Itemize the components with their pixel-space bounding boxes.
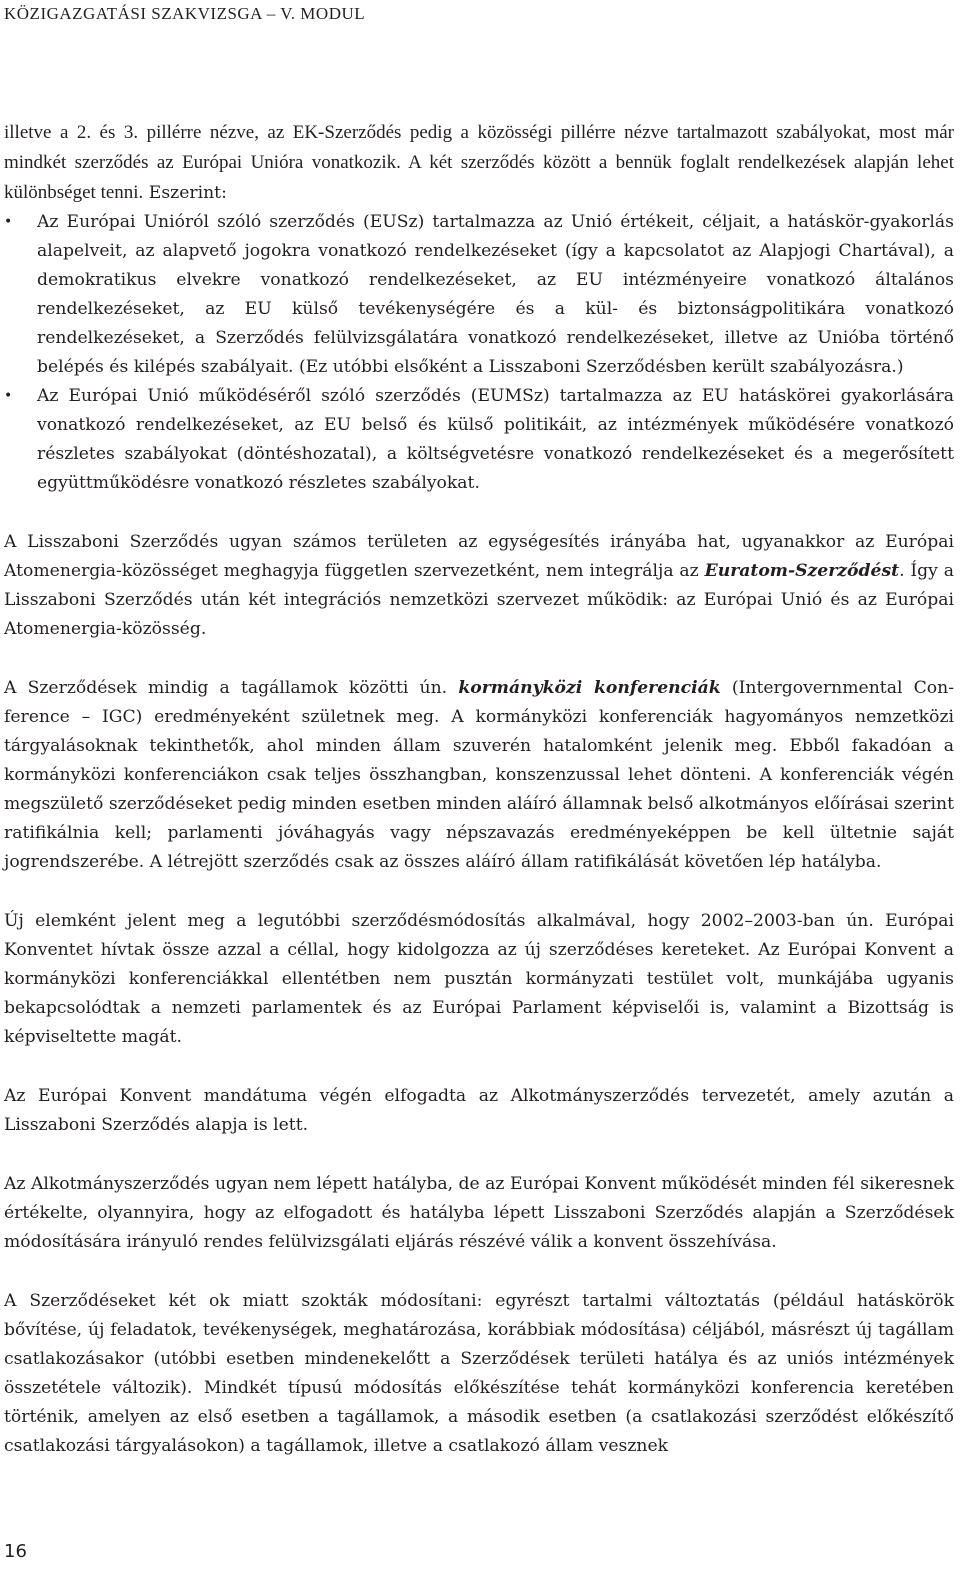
paragraph-text: A Lisszaboni Szerződés ugyan számos területen az egységesítés irányába hat, ugyanakkor az Európai Atomenergia-közösséget meghagyja független szervezetként, nem integrálja az [4, 532, 954, 581]
running-header: KÖZIGAZGATÁSI SZAKVIZSGA – V. MODUL [4, 4, 366, 23]
paragraph-text: (Intergovernmental Conference – IGC) eredményeként születnek meg. A kormányközi konferenciák hagyományos nemzetközi tárgyalásoknak tekinthetők, ahol minden állam szuverén hatalomként jelenik meg. Ebből fakadóan a kormányközi konferenciákon csak teljes összhangban, konszenzussal lehet dönteni. A konferenciák végén megszülető szerződéseket pedig minden esetben minden aláíró államnak belső alkotmányos előírásai szerint ratifikálnia kell; parlamenti jóváhagyás vagy népszavazás eredményeképpen be kell ültetnie saját jogrendszerébe. A létrejött szerződés csak az összes aláíró állam ratifikálását követően lép hatályba. [4, 678, 955, 872]
paragraph-constitution-draft: Az Európai Konvent mandátuma végén elfogadta az Alkotmányszerződés tervezetét, amely azután a Lisszaboni Szerződés alapja is lett. [4, 1086, 954, 1135]
page-body [4, 118, 954, 1461]
paragraph-text: . Így a Lisszaboni Szerződés után két integrációs nemzetközi szervezet működik: az Európai Unió és az Európai Atomenergia-közösség. [4, 561, 954, 639]
bullet-item-text: Az Európai Unió működéséről szóló szerződés (EUMSz) tartalmazza az EU hatáskörei gyakorlására vonatkozó rendelkezéseket, az EU belső és külső politikáit, az intézmények működésére vonatkozó részletes szabályokat (döntéshozatal), a költségvetésre vonatkozó rendelkezéseket és a megerősített együttműködésre vonatkozó részletes szabályokat. [37, 386, 954, 493]
bullet-icon: • [4, 388, 13, 404]
bullet-icon: • [4, 214, 13, 230]
paragraph-text: A Szerződések mindig a tagállamok közötti ún. [4, 678, 459, 698]
intro-lead-in: Eszerint: [148, 183, 227, 203]
treaty-bullet-list [4, 208, 954, 498]
paragraph-igc [4, 674, 954, 877]
bullet-item-eumsz [4, 382, 954, 498]
paragraph-lisbon-euratom [4, 528, 954, 644]
intro-paragraph [4, 118, 954, 208]
emphasis-euratom: Euratom-Szerződést [704, 561, 900, 581]
emphasis-igc: kormányközi konferenciák [458, 678, 721, 698]
bullet-item-eusz [4, 208, 954, 382]
intro-text: illetve a 2. és 3. pillérre nézve, az EK-Szerződés pedig a közösségi pillérre nézve tartalmazott szabályokat, most már mindkét szerződés az Európai Unióra vonatkozik. A két szerződés között a bennük foglalt rendelkezések alapján lehet különbséget tenni. [4, 122, 954, 203]
paragraph-convention: Új elemként jelent meg a legutóbbi szerződésmódosítás alkalmával, hogy 2002–2003-ban ún. Európai Konventet hívtak össze azzal a céllal, hogy kidolgozza az új szerződéses kereteket. Az Európai Konvent a kormányközi konferenciákkal ellentétben nem pusztán kormányzati testület volt, munkájába ugyanis bekapcsolódtak a nemzeti parlamentek és az Európai Parlament képviselői is, valamint a Bizottság is képviseltette magát. [4, 911, 954, 1047]
paragraph-amendment-reasons: A Szerződéseket két ok miatt szokták módosítani: egyrészt tartalmi változtatás (például hatáskörök bővítése, új feladatok, tevékenységek, meghatározása, korábbiak módosítása) céljából, másrészt új tagállam csatlakozásakor (utóbbi esetben mindenekelőtt a Szerződések területi hatálya és az uniós intézmények összetétele változik). Mindkét típusú módosítás előkészítése tehát kormányközi konferencia keretében történik, amelyen az első esetben a tagállamok, a második esetben (a csatlakozási szerződést előkészítő csatlakozási tárgyalásokon) a tagállamok, illetve a csatlakozó állam vesznek [4, 1291, 954, 1456]
bullet-item-text: Az Európai Unióról szóló szerződés (EUSz) tartalmazza az Unió értékeit, céljait, a hatáskör-gyakorlás alapelveit, az alapvető jogokra vonatkozó rendelkezéseket (így a kapcsolatot az Alapjogi Chartával), a demokratikus elvekre vonatkozó rendelkezéseket, az EU intézményeire vonatkozó általános rendelkezéseket, az EU külső tevékenységére és a kül- és biztonságpolitikára vonatkozó rendelkezéseket, a Szerződés felülvizsgálatára vonatkozó rendelkezéseket, illetve az Unióba történő belépés és kilépés szabályait. (Ez utóbbi elsőként a Lisszaboni Szerződésben került szabályozásra.) [37, 212, 954, 377]
page-number: 16 [4, 1541, 27, 1562]
paragraph-constitution-outcome: Az Alkotmányszerződés ugyan nem lépett hatályba, de az Európai Konvent működését minden fél sikeresnek értékelte, olyannyira, hogy az elfogadott és hatályba lépett Lisszaboni Szerződés alapján a Szerződések módosítására irányuló rendes felülvizsgálati eljárás részévé válik a konvent összehívása. [4, 1174, 954, 1252]
